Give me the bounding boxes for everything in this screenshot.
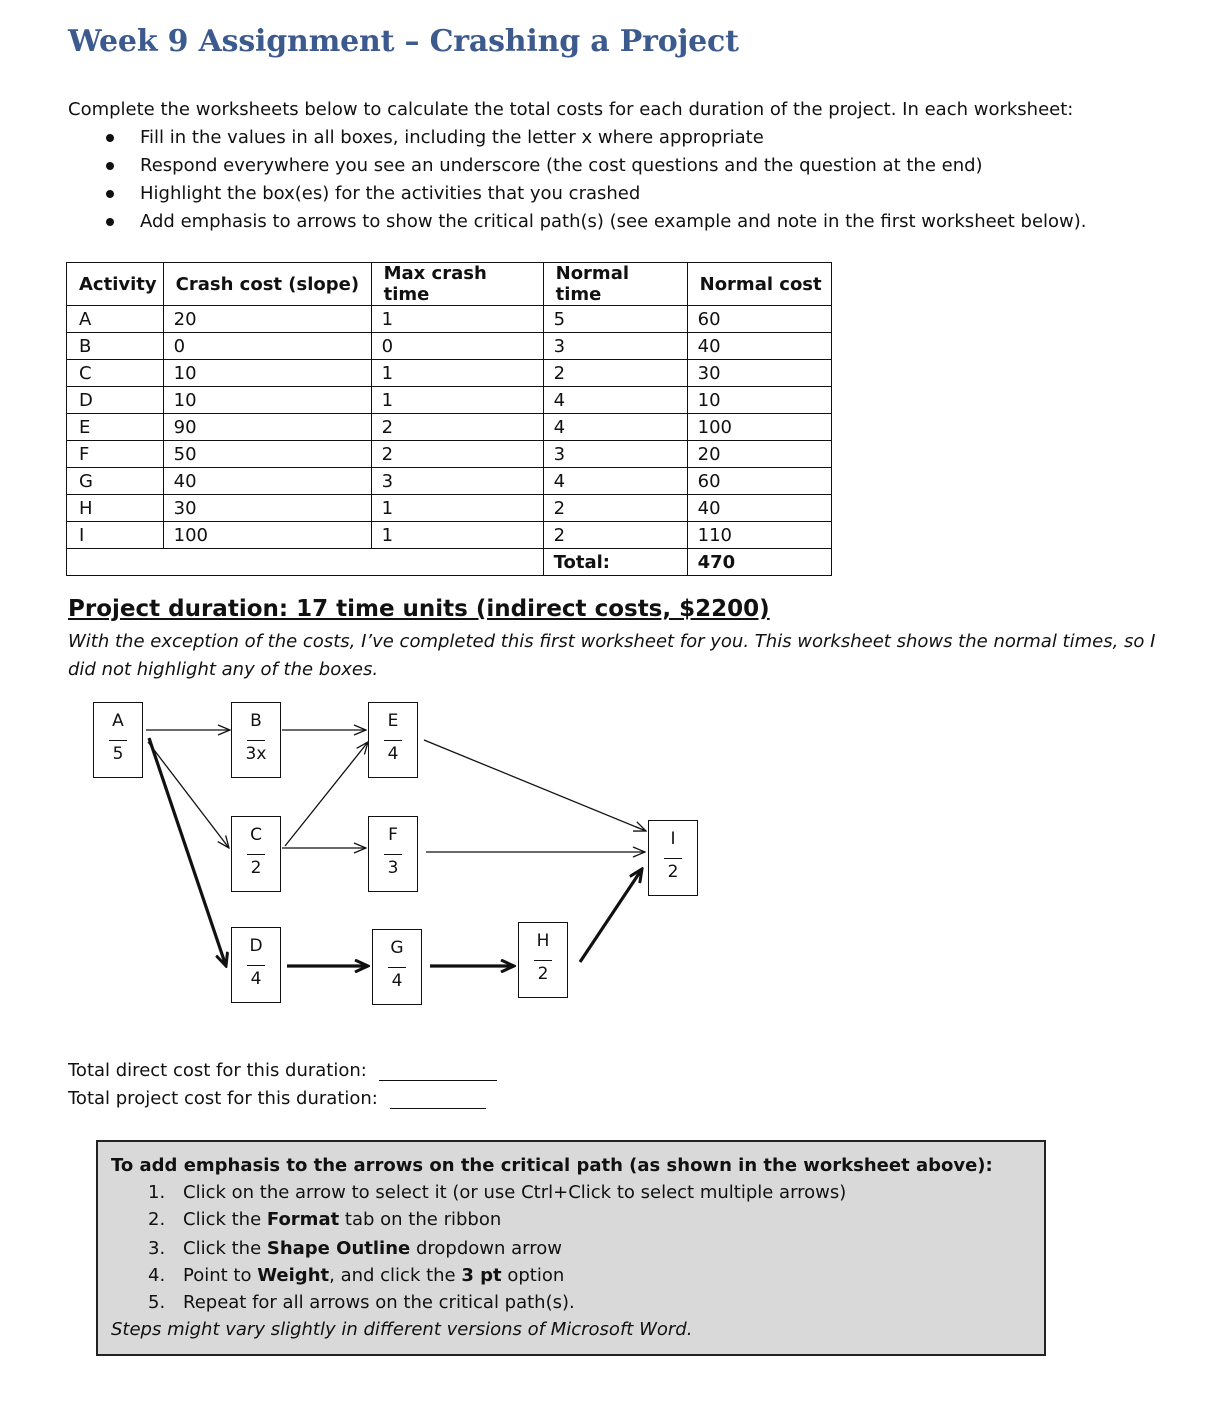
instructions-heading: To add emphasis to the arrows on the critical path (as shown in the worksheet above): — [111, 1155, 993, 1176]
table-cell: 0 — [163, 333, 371, 360]
project-cost-line — [68, 1088, 486, 1109]
step-bold: Weight — [257, 1265, 330, 1286]
table-cell: 0 — [371, 333, 543, 360]
node-time: 5 — [112, 744, 124, 764]
intro-bullet: Fill in the values in all boxes, including the letter x where appropriate — [68, 124, 1188, 152]
table-cell: A — [67, 306, 164, 333]
node-label: I — [670, 829, 676, 849]
instructions-footer: Steps might vary slightly in different versions of Microsoft Word. — [111, 1319, 693, 1340]
step-text: tab on the ribbon — [339, 1209, 502, 1230]
activity-node-c[interactable] — [231, 816, 281, 892]
node-label: G — [390, 938, 404, 958]
node-time: 2 — [537, 964, 549, 984]
table-cell: 60 — [687, 468, 831, 495]
arrow-e-to-i[interactable] — [424, 740, 646, 831]
table-cell: 20 — [163, 306, 371, 333]
table-cell: B — [67, 333, 164, 360]
table-cell: 10 — [163, 360, 371, 387]
table-cell: 2 — [543, 495, 687, 522]
node-label: F — [388, 825, 398, 845]
step-text: option — [501, 1265, 565, 1286]
node-label: A — [112, 711, 124, 731]
table-cell: 2 — [371, 414, 543, 441]
node-time: 2 — [250, 858, 262, 878]
table-cell: 4 — [543, 468, 687, 495]
node-label: C — [250, 825, 262, 845]
table-cell: 2 — [543, 522, 687, 549]
activity-node-b[interactable] — [231, 702, 281, 778]
arrow-h-to-i[interactable] — [580, 869, 642, 962]
table-cell: 90 — [163, 414, 371, 441]
step-text: dropdown arrow — [410, 1238, 562, 1259]
table-cell: 50 — [163, 441, 371, 468]
node-label: H — [536, 931, 550, 951]
instructions-steps — [111, 1179, 1044, 1316]
step-bold: Format — [266, 1209, 340, 1230]
activity-node-h[interactable] — [518, 922, 568, 998]
table-cell: 1 — [371, 387, 543, 414]
column-header: Normal cost — [687, 263, 831, 306]
column-header: Activity — [67, 263, 164, 306]
table-cell: H — [67, 495, 164, 522]
instruction-step — [111, 1206, 1044, 1233]
activity-node-f[interactable] — [368, 816, 418, 892]
intro-lead: Complete the worksheets below to calculate the total costs for each duration of the project. In each worksheet: — [68, 99, 1074, 120]
table-cell: 3 — [543, 333, 687, 360]
step-text: , and click the — [329, 1265, 462, 1286]
node-label: E — [387, 711, 399, 731]
table-cell: 100 — [163, 522, 371, 549]
step-text: Click the — [183, 1209, 267, 1230]
table-cell: 40 — [163, 468, 371, 495]
project-cost-label: Total project cost for this duration: — [68, 1088, 378, 1109]
direct-cost-line — [68, 1060, 497, 1081]
step-number: 1. — [148, 1182, 166, 1203]
step-number: 5. — [148, 1292, 166, 1313]
table-cell: 2 — [543, 360, 687, 387]
table-cell: 4 — [543, 414, 687, 441]
direct-cost-blank[interactable] — [379, 1060, 497, 1081]
node-divider — [247, 740, 265, 741]
step-text: Click the — [183, 1238, 267, 1259]
activity-node-g[interactable] — [372, 929, 422, 1005]
total-value: 470 — [687, 549, 831, 576]
instruction-step — [111, 1179, 1044, 1206]
activity-node-e[interactable] — [368, 702, 418, 778]
intro-bullet: Respond everywhere you see an underscore (the cost questions and the question at the end) — [68, 152, 1188, 180]
activity-node-d[interactable] — [231, 927, 281, 1003]
node-divider — [664, 858, 682, 859]
node-time: 2 — [667, 862, 679, 882]
table-cell: 10 — [687, 387, 831, 414]
direct-cost-label: Total direct cost for this duration: — [68, 1060, 367, 1081]
table-cell: 1 — [371, 522, 543, 549]
table-cell: 1 — [371, 306, 543, 333]
node-time: 4 — [387, 744, 399, 764]
page-title: Week 9 Assignment – Crashing a Project — [68, 24, 739, 59]
node-time: 3 — [387, 858, 399, 878]
column-header: Normal time — [543, 263, 687, 306]
step-text: Repeat for all arrows on the critical path(s). — [183, 1292, 575, 1313]
arrow-a-to-d[interactable] — [149, 738, 226, 966]
table-cell: C — [67, 360, 164, 387]
intro-bullet: Highlight the box(es) for the activities that you crashed — [68, 180, 1188, 208]
step-number: 3. — [148, 1238, 166, 1259]
table-cell: 60 — [687, 306, 831, 333]
activity-node-i[interactable] — [648, 820, 698, 896]
activity-node-a[interactable] — [93, 702, 143, 778]
table-cell: E — [67, 414, 164, 441]
table-cell: 3 — [371, 468, 543, 495]
table-cell: F — [67, 441, 164, 468]
worksheet-heading: Project duration: 17 time units (indirect costs, $2200) — [68, 596, 770, 622]
node-divider — [384, 854, 402, 855]
node-divider — [247, 965, 265, 966]
node-time: 4 — [391, 971, 403, 991]
column-header: Crash cost (slope) — [163, 263, 371, 306]
table-cell: 40 — [687, 333, 831, 360]
node-time: 3x — [245, 744, 267, 764]
instruction-step — [111, 1289, 1044, 1316]
table-cell: 3 — [543, 441, 687, 468]
table-cell: 30 — [687, 360, 831, 387]
table-cell: D — [67, 387, 164, 414]
table-cell: G — [67, 468, 164, 495]
table-cell: 1 — [371, 495, 543, 522]
table-cell: 100 — [687, 414, 831, 441]
node-divider — [388, 967, 406, 968]
table-cell: 10 — [163, 387, 371, 414]
table-cell: 40 — [687, 495, 831, 522]
total-label: Total: — [543, 549, 687, 576]
table-cell: 1 — [371, 360, 543, 387]
instruction-step — [111, 1235, 1044, 1262]
table-cell: 2 — [371, 441, 543, 468]
instructions-box — [96, 1140, 1046, 1356]
node-divider — [534, 960, 552, 961]
arrow-a-to-c[interactable] — [148, 742, 229, 848]
node-divider — [384, 740, 402, 741]
table-cell: 5 — [543, 306, 687, 333]
step-number: 4. — [148, 1265, 166, 1286]
worksheet-note: With the exception of the costs, I’ve completed this first worksheet for you. This worksheet shows the normal times, so I did not highlight any of the boxes. — [68, 631, 1156, 680]
instruction-step — [111, 1262, 1044, 1289]
node-divider — [109, 740, 127, 741]
node-label: D — [249, 936, 263, 956]
step-text: Click on the arrow to select it (or use Ctrl+Click to select multiple arrows) — [183, 1182, 847, 1203]
node-divider — [247, 854, 265, 855]
table-cell: 110 — [687, 522, 831, 549]
step-bold: 3 pt — [461, 1265, 502, 1286]
node-label: B — [250, 711, 262, 731]
step-bold: Shape Outline — [266, 1238, 411, 1259]
arrow-c-to-e[interactable] — [285, 742, 368, 846]
node-time: 4 — [250, 969, 262, 989]
table-cell: 4 — [543, 387, 687, 414]
project-cost-blank[interactable] — [390, 1088, 486, 1109]
table-cell: I — [67, 522, 164, 549]
step-text: Point to — [183, 1265, 258, 1286]
column-header: Max crash time — [371, 263, 543, 306]
intro-bullet: Add emphasis to arrows to show the critical path(s) (see example and note in the first worksheet below). — [68, 208, 1188, 236]
table-cell: 30 — [163, 495, 371, 522]
step-number: 2. — [148, 1209, 166, 1230]
table-cell: 20 — [687, 441, 831, 468]
